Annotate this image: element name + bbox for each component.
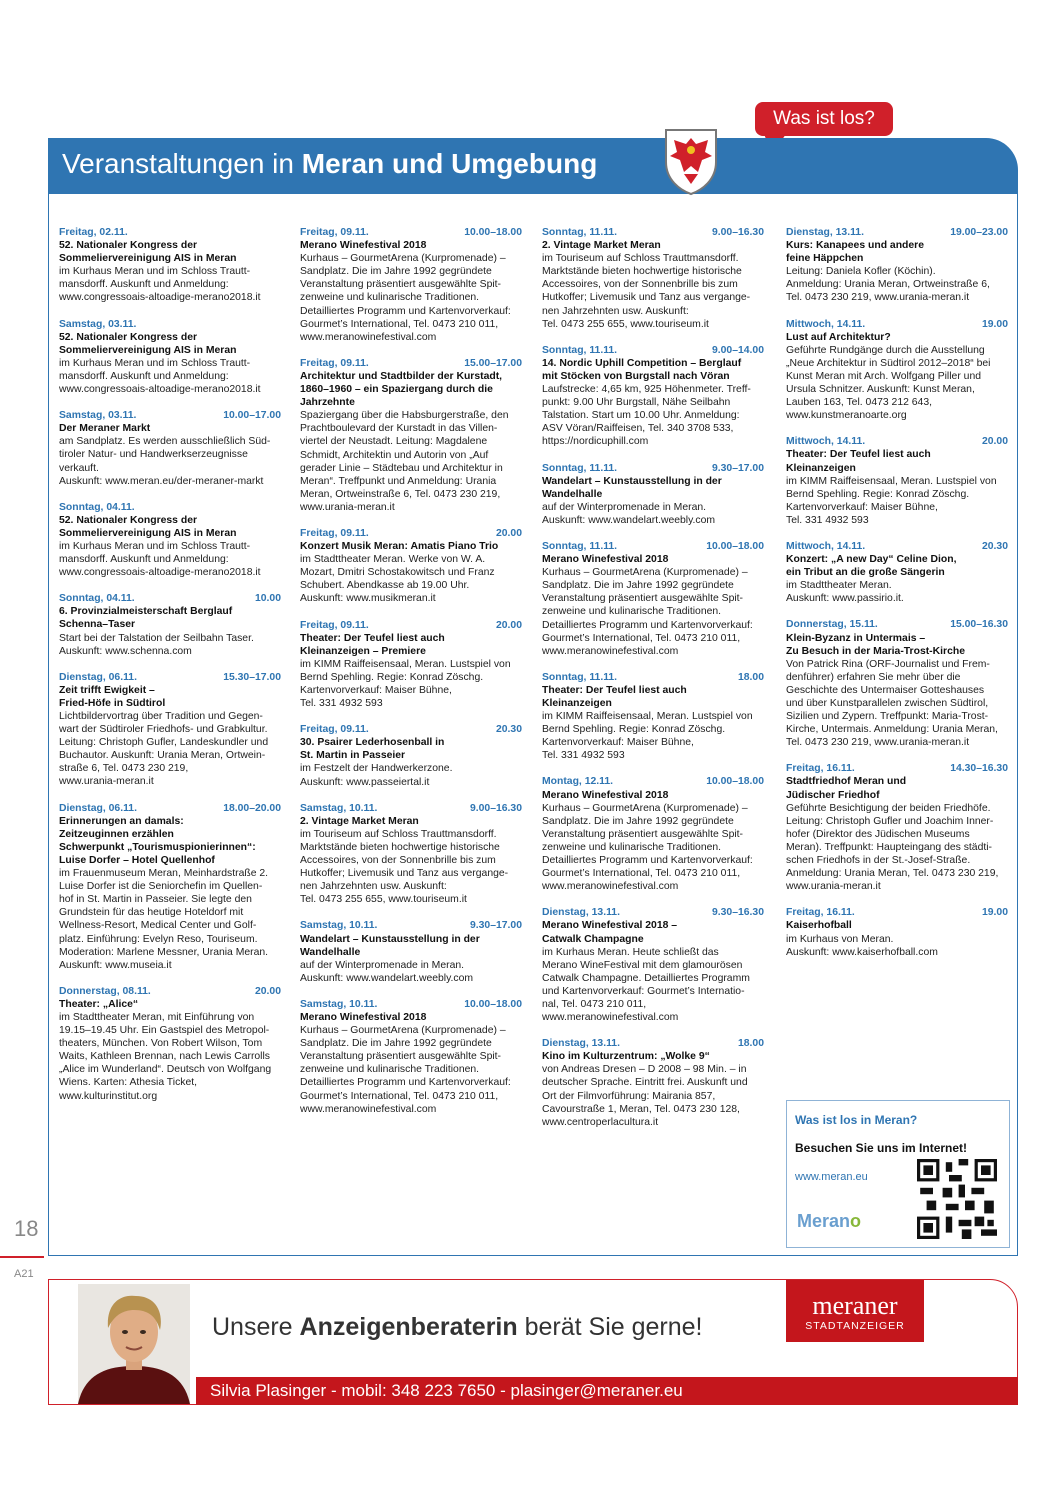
section-badge: Was ist los? (755, 102, 893, 136)
event-title: 52. Nationaler Kongress der Sommeliervereinigung AIS in Meran (59, 240, 237, 265)
ad-headline-a: Unsere (212, 1313, 300, 1341)
event-header (59, 985, 281, 998)
event-description: im Kurhaus von Meran. Auskunft: www.kaiserhofball.com (786, 933, 938, 958)
event-header (786, 540, 1008, 553)
event-header (786, 906, 1008, 919)
event-date: Samstag, 10.11. (300, 998, 378, 1010)
event-date: Sonntag, 04.11. (59, 593, 135, 605)
event-description: am Sandplatz. Es werden ausschließlich Süd- tiroler Natur- und Handwerkserzeugnisse verkauft. Auskunft: www.meran.eu/der-meraner-markt (59, 436, 271, 487)
event-item (59, 318, 281, 397)
event-item (786, 540, 1008, 605)
event-header (542, 344, 764, 357)
title-light: Veranstaltungen in (62, 148, 294, 179)
event-time: 9.30–16.30 (711, 907, 764, 919)
event-time: 18.00 (737, 1038, 764, 1050)
event-header (300, 226, 522, 239)
event-date: Freitag, 09.11. (300, 619, 369, 631)
title-bold: Meran und Umgebung (301, 148, 598, 179)
event-description: im Kurhaus Meran und im Schloss Trautt- mansdorff. Auskunft und Anmeldung: www.congressoais-altoadige-merano2018.it (59, 266, 261, 304)
event-time: 19.00 (981, 318, 1008, 330)
event-title: 2. Vintage Market Meran (300, 815, 419, 827)
event-title: Konzert Musik Meran: Amatis Piano Trio (300, 541, 499, 553)
event-description: Kurhaus – GourmetArena (Kurpromenade) – Sandplatz. Die im Jahre 1992 gegründete Veranstaltung präsentiert ausgewählte Spit- zenweine und kulinarische Traditionen. Detailliertes Programm und Kartenvorverkauf: Gourmet’s International, Tel. 0473 210 011, www.meranowinefestival.com (300, 253, 511, 343)
event-item (300, 619, 522, 711)
event-title: Theater: „Alice“ (59, 998, 139, 1010)
event-title: Merano Winefestival 2018 (300, 1011, 427, 1023)
event-time: 9.00–16.30 (711, 227, 764, 238)
event-header (786, 318, 1008, 331)
event-time: 20.00 (495, 527, 522, 539)
event-description: im Stadttheater Meran, mit Einführung von 19.15–19.45 Uhr. Ein Gastspiel des Metropol- theaters, München. Von Robert Wilson, Tom Waits, Kathleen Brennan, nach Lewis Carrolls „Alice im Wunderland“. Deutsch von Wolfgang Wiens. Karten: Athesia Ticket, www.kulturinstitut.org (59, 1011, 272, 1102)
merano-logo (797, 1211, 861, 1232)
event-item (300, 998, 522, 1116)
event-date: Sonntag, 11.11. (542, 344, 618, 356)
logo-part-a: Meran (797, 1211, 851, 1231)
info-box-link[interactable]: www.meran.eu (795, 1171, 868, 1183)
event-item (59, 226, 281, 305)
event-date: Sonntag, 11.11. (542, 671, 618, 683)
ad-headline (212, 1313, 703, 1342)
event-item (786, 318, 1008, 423)
event-item (59, 985, 281, 1103)
logo-line2: STADTANZEIGER (805, 1320, 905, 1332)
event-title: Der Meraner Markt (59, 423, 151, 435)
portrait-photo (78, 1284, 190, 1404)
event-time: 10.00–18.00 (464, 998, 522, 1010)
event-description: von Andreas Dresen – D 2008 – 98 Min. – in deutscher Sprache. Eintritt frei. Auskunft und Ort der Filmvorführung: Mairania 857, Cavourstraße 1, Meran, Tel. 0473 230 128, www.centroperlacultura.it (542, 1064, 748, 1128)
event-description: im KIMM Raiffeisensaal, Meran. Lustspiel von Bernd Spehling. Regie: Konrad Zöschg. Kartenvorverkauf: Maiser Bühne, Tel. 331 4932 593 (542, 711, 753, 762)
event-date: Montag, 12.11. (542, 776, 614, 788)
event-title: 52. Nationaler Kongress der Sommeliervereinigung AIS in Meran (59, 514, 237, 539)
event-description: Leitung: Daniela Kofler (Köchin). Anmeldung: Urania Meran, Ortweinstraße 6, Tel. 0473 230 219, www.urania-meran.it (786, 266, 990, 304)
event-item (542, 671, 764, 763)
event-title: Wandelart – Kunstausstellung in der Wandelhalle (542, 475, 722, 500)
event-time: 20.00 (981, 436, 1008, 448)
event-description: Geführte Besichtigung der beiden Friedhöfe. Leitung: Christoph Gufler und Joachim Inner- hofer (Direktor des Jüdischen Museums Meran). Treffpunkt: Haupteingang des städti- schen Friedhofs in der St.-Josef-Straße. Anmeldung: Urania Meran, Tel. 0473 230 219, www.urania-meran.it (786, 802, 999, 893)
event-date: Dienstag, 06.11. (59, 802, 137, 814)
event-header (542, 1037, 764, 1050)
event-title: Kurs: Kanapees und andere feine Häppchen (786, 240, 925, 265)
event-header (542, 775, 764, 788)
event-date: Mittwoch, 14.11. (786, 318, 866, 330)
event-title: Merano Winefestival 2018 (300, 240, 427, 252)
event-date: Freitag, 09.11. (300, 527, 369, 539)
event-title: Konzert: „A new Day“ Celine Dion, ein Tribut an die große Sängerin (786, 554, 957, 579)
event-date: Mittwoch, 14.11. (786, 436, 866, 448)
event-description: im Touriseum auf Schloss Trauttmansdorff. Marktstände bieten hochwertige historische Accessoires, von der Sonnenbrille bis zum Hutkoffer; Livemusik und Tanz aus vergange- nen Jahrzehnten usw. Auskunft: Tel. 0473 255 655, www.touriseum.it (300, 828, 509, 906)
event-time: 20.30 (495, 724, 522, 736)
event-description: Geführte Rundgänge durch die Ausstellung „Neue Architektur in Südtirol 2012–2018“ bei Kunst Meran mit Arch. Wolfgang Piller und Ursula Schnitzer. Auskunft: Kunst Meran, Lauben 163, Tel. 0473 212 643, www.kunstmeranoarte.org (786, 344, 991, 422)
event-date: Dienstag, 13.11. (542, 1038, 620, 1050)
event-header (542, 906, 764, 919)
event-date: Sonntag, 11.11. (542, 540, 618, 552)
event-header (59, 409, 281, 422)
event-description: im Festzelt der Handwerkerzone. Auskunft: www.passeiertal.it (300, 763, 453, 788)
event-date: Dienstag, 13.11. (786, 227, 864, 238)
page-number: 18 (14, 1216, 39, 1241)
event-header (300, 998, 522, 1011)
events-column (300, 226, 522, 1129)
event-date: Samstag, 10.11. (300, 920, 378, 932)
event-item (300, 226, 522, 344)
event-date: Freitag, 16.11. (786, 907, 855, 919)
event-item (300, 527, 522, 606)
event-description: auf der Winterpromenade in Meran. Auskunft: www.wandelart.weebly.com (300, 959, 474, 984)
event-date: Sonntag, 04.11. (59, 501, 135, 513)
event-title: Merano Winefestival 2018 – Catwalk Champagne (542, 920, 678, 945)
event-item (786, 906, 1008, 958)
event-description: im KIMM Raiffeisensaal, Meran. Lustspiel von Bernd Spehling. Regie: Konrad Zöschg. Kartenvorverkauf: Maiser Bühne, Tel. 331 4932 593 (300, 658, 511, 710)
event-item (542, 906, 764, 1024)
event-time: 18.00 (737, 671, 764, 683)
event-title: 30. Psairer Lederhosenball in St. Martin in Passeier (300, 737, 445, 762)
event-title: 52. Nationaler Kongress der Sommeliervereinigung AIS in Meran (59, 331, 237, 356)
event-title: Wandelart – Kunstausstellung in der Wandelhalle (300, 933, 480, 958)
event-header (786, 618, 1008, 631)
event-title: Theater: Der Teufel liest auch Kleinanzeigen (786, 449, 931, 474)
event-title: Kaiserhofball (786, 920, 852, 932)
event-header (542, 671, 764, 684)
event-header (542, 226, 764, 239)
event-title: Merano Winefestival 2018 (542, 789, 669, 801)
event-description: Kurhaus – GourmetArena (Kurpromenade) – Sandplatz. Die im Jahre 1992 gegründete Veranstaltung präsentiert ausgewählte Spit- zenweine und kulinarische Traditionen. Detailliertes Programm und Kartenvorverkauf: Gourmet’s International, Tel. 0473 210 011, www.meranowinefestival.com (542, 567, 753, 657)
event-item (786, 618, 1008, 749)
logo-line1: meraner (812, 1291, 898, 1320)
event-description: Von Patrick Rina (ORF-Journalist und Frem- denführer) erfahren Sie mehr über die Geschichte des Untermaiser Gotteshauses und über Kunstparallelen zwischen Südtirol, Sizilien und Zypern. Treffpunkt: Maria-Trost- Kirche, Untermais. Anmeldung: Urania Meran, Tel. 0473 230 219, www.urania-meran.it (786, 658, 998, 749)
event-title: Zeit trifft Ewigkeit – Fried-Höfe in Südtirol (59, 684, 166, 709)
event-title: Architektur und Stadtbilder der Kurstadt, 1860–1960 – ein Spaziergang durch die Jahrzehnte (300, 370, 503, 409)
event-description: im Kurhaus Meran und im Schloss Trautt- mansdorff. Auskunft und Anmeldung: www.congressoais-altoadige-merano2018.it (59, 540, 261, 579)
event-item (786, 762, 1008, 893)
event-date: Samstag, 03.11. (59, 410, 137, 422)
event-date: Donnerstag, 15.11. (786, 619, 878, 631)
event-time: 10.00–18.00 (706, 776, 764, 788)
event-header (300, 802, 522, 815)
event-date: Samstag, 10.11. (300, 802, 378, 814)
info-box (786, 1100, 1010, 1248)
logo-part-b: o (850, 1211, 862, 1231)
event-time: 19.00–23.00 (950, 227, 1008, 238)
event-date: Freitag, 09.11. (300, 357, 369, 369)
event-date: Freitag, 02.11. (59, 227, 128, 238)
event-item (59, 409, 281, 488)
event-description: im KIMM Raiffeisensaal, Meran. Lustspiel von Bernd Spehling. Regie: Konrad Zöschg. Kartenvorverkauf: Maiser Bühne, Tel. 331 4932 593 (786, 475, 997, 526)
event-title: 6. Provinzialmeisterschaft Berglauf Schenna–Taser (59, 606, 233, 631)
event-description: Laufstrecke: 4,65 km, 925 Höhenmeter. Treff- punkt: 9.00 Uhr Burgstall, Nähe Seilbahn Talstation. Start um 10.00 Uhr. Anmeldung: ASV Vöran/Raiffeisen, Tel. 340 3708 533, https://nordicuphill.com (542, 384, 751, 448)
event-header (300, 723, 522, 736)
event-item (59, 671, 281, 789)
info-box-subtitle: Besuchen Sie uns im Internet! (795, 1141, 968, 1155)
ad-headline-b: berät Sie gerne! (517, 1313, 703, 1341)
event-time: 10.00–17.00 (223, 410, 281, 422)
event-item (59, 802, 281, 972)
event-time: 9.00–14.00 (711, 344, 764, 356)
qr-code-icon[interactable] (917, 1159, 997, 1239)
event-time: 15.30–17.00 (223, 671, 281, 683)
event-time: 10.00–18.00 (706, 540, 764, 552)
event-description: Lichtbildervortrag über Tradition und Gegen- wart der Südtiroler Friedhofs- und Grabkultur. Leitung: Christoph Gufler, Landeskundler und Buchautor. Auskunft: Urania Meran, Ortwein- straße 6, Tel. 0473 230 219, www.urania-meran.it (59, 711, 269, 788)
event-date: Freitag, 09.11. (300, 227, 369, 238)
event-title: Erinnerungen an damals: Zeitzeuginnen erzählen Schwerpunkt „Tourismuspionierinnen“: Luise Dorfer – Hotel Quellenhof (59, 815, 256, 866)
event-header (59, 671, 281, 684)
event-description: im Stadttheater Meran. Werke von W. A. Mozart, Dmitri Schostakowitsch und Franz Schubert. Abendkasse ab 19.00 Uhr. Auskunft: www.musikmeran.it (300, 554, 495, 605)
event-item (542, 1037, 764, 1129)
event-title: Klein-Byzanz in Untermais – Zu Besuch in der Maria-Trost-Kirche (786, 632, 965, 657)
event-item (59, 501, 281, 580)
event-item (300, 723, 522, 788)
event-item (300, 919, 522, 984)
events-column (786, 226, 1008, 972)
meraner-logo (786, 1280, 924, 1342)
event-title: Merano Winefestival 2018 (542, 554, 669, 566)
event-date: Samstag, 03.11. (59, 318, 137, 330)
event-date: Dienstag, 06.11. (59, 671, 137, 683)
info-box-title: Was ist los in Meran? (795, 1113, 918, 1127)
event-title: Stadtfriedhof Meran und Jüdischer Friedhof (786, 776, 907, 801)
event-header (300, 619, 522, 632)
event-header (786, 762, 1008, 775)
event-item (542, 540, 764, 658)
event-description: Kurhaus – GourmetArena (Kurpromenade) – Sandplatz. Die im Jahre 1992 gegründete Veranstaltung präsentiert ausgewählte Spit- zenweine und kulinarische Traditionen. Detailliertes Programm und Kartenvorverkauf: Gourmet’s International, Tel. 0473 210 011, www.meranowinefestival.com (300, 1025, 511, 1115)
event-date: Mittwoch, 14.11. (786, 540, 866, 552)
event-description: im Touriseum auf Schloss Trauttmansdorff. Marktstände bieten hochwertige historische Accessoires, von der Sonnenbrille bis zum Hutkoffer; Livemusik und Tanz aus vergange- nen Jahrzehnten usw. Auskunft: Tel. 0473 255 655, www.touriseum.it (542, 253, 751, 330)
event-date: Freitag, 09.11. (300, 724, 369, 736)
page-title (62, 142, 597, 186)
event-item (300, 357, 522, 514)
event-item (786, 226, 1008, 305)
contact-info[interactable]: Silvia Plasinger - mobil: 348 223 7650 - plasinger@meraner.eu (210, 1381, 683, 1400)
event-title: Theater: Der Teufel liest auch Kleinanzeigen – Premiere (300, 632, 445, 657)
events-column (59, 226, 281, 1116)
event-header (786, 435, 1008, 448)
event-date: Sonntag, 11.11. (542, 462, 618, 474)
event-time: 20.00 (495, 619, 522, 631)
event-header (59, 226, 281, 239)
event-time: 14.30–16.30 (950, 763, 1008, 775)
event-header (542, 540, 764, 553)
event-header (786, 226, 1008, 239)
event-description: im Frauenmuseum Meran, Meinhardstraße 2. Luise Dorfer ist die Seniorchefin im Quellen- hof in St. Martin in Passeier. Sie legte den Grundstein für das heutige Hoteldorf mit Wellness-Resort, Medical Center und Golf- platz. Einführung: Evelyn Reso, Touriseum. Moderation: Marlene Messner, Urania Meran. Auskunft: www.museia.it (59, 868, 269, 971)
event-title: 14. Nordic Uphill Competition – Berglauf mit Stöcken von Burgstall nach Vöran (542, 357, 742, 382)
event-item (786, 435, 1008, 527)
event-time: 10.00–18.00 (464, 227, 522, 238)
event-header (59, 802, 281, 815)
ad-headline-bold: Anzeigenberaterin (299, 1313, 518, 1341)
event-description: Start bei der Talstation der Seilbahn Taser. Auskunft: www.schenna.com (59, 632, 254, 657)
event-time: 20.00 (254, 985, 281, 997)
event-header (542, 462, 764, 475)
event-item (542, 344, 764, 449)
event-item (300, 802, 522, 907)
event-description: Spaziergang über die Habsburgerstraße, den Prachtboulevard der Kurstadt in das Villen- viertel der Neustadt. Leitung: Magdalene Schmidt, Architektin und Autorin von „Auf gerader Linie – Städtebau und Architektur in Meran“. Treffpunkt und Anmeldung: Urania Meran, Ortweinstraße 6, Tel. 0473 230 219, www.urania-meran.it (300, 410, 509, 513)
event-date: Donnerstag, 08.11. (59, 985, 151, 997)
event-time: 9.30–17.00 (711, 462, 764, 474)
event-item (542, 775, 764, 893)
events-column (542, 226, 764, 1142)
event-time: 20.30 (981, 540, 1008, 552)
event-description: auf der Winterpromenade in Meran. Auskunft: www.wandelart.weebly.com (542, 501, 716, 526)
event-date: Freitag, 16.11. (786, 763, 855, 775)
event-title: Theater: Der Teufel liest auch Kleinanzeigen (542, 684, 687, 709)
event-header (59, 501, 281, 514)
event-title: Lust auf Architektur? (786, 331, 891, 343)
event-description: im Kurhaus Meran und im Schloss Trautt- mansdorff. Auskunft und Anmeldung: www.congressoais-altoadige-merano2018.it (59, 357, 261, 396)
event-header (300, 919, 522, 932)
event-header (59, 592, 281, 605)
page-divider (0, 1256, 44, 1258)
event-item (542, 226, 764, 331)
event-date: Sonntag, 11.11. (542, 227, 618, 238)
page-code: A21 (14, 1268, 34, 1280)
event-title: 2. Vintage Market Meran (542, 240, 661, 252)
event-header (300, 527, 522, 540)
event-header (59, 318, 281, 331)
event-time: 18.00–20.00 (223, 802, 281, 814)
event-description: Kurhaus – GourmetArena (Kurpromenade) – Sandplatz. Die im Jahre 1992 gegründete Veranstaltung präsentiert ausgewählte Spit- zenweine und kulinarische Traditionen. Detailliertes Programm und Kartenvorverkauf: Gourmet’s International, Tel. 0473 210 011, www.meranowinefestival.com (542, 802, 753, 893)
event-item (542, 462, 764, 527)
event-item (59, 592, 281, 657)
event-time: 15.00–16.30 (950, 619, 1008, 631)
event-time: 19.00 (981, 907, 1008, 919)
event-time: 9.00–16.30 (469, 802, 522, 814)
event-description: im Stadttheater Meran. Auskunft: www.passirio.it. (786, 580, 904, 605)
event-time: 10.00 (254, 593, 281, 605)
event-time: 9.30–17.00 (469, 920, 522, 932)
event-header (300, 357, 522, 370)
event-date: Dienstag, 13.11. (542, 907, 620, 919)
event-time: 15.00–17.00 (464, 357, 522, 369)
event-description: im Kurhaus Meran. Heute schließt das Merano WineFestival mit dem glamourösen Catwalk Champagne. Detailliertes Programm und Kartenvorverkauf: Gourmet’s Internatio- nal, Tel. 0473 210 011, www.meranowinefestival.com (542, 946, 750, 1024)
event-title: Kino im Kulturzentrum: „Wolke 9“ (542, 1051, 710, 1063)
tyrol-eagle-crest-icon (662, 126, 720, 196)
